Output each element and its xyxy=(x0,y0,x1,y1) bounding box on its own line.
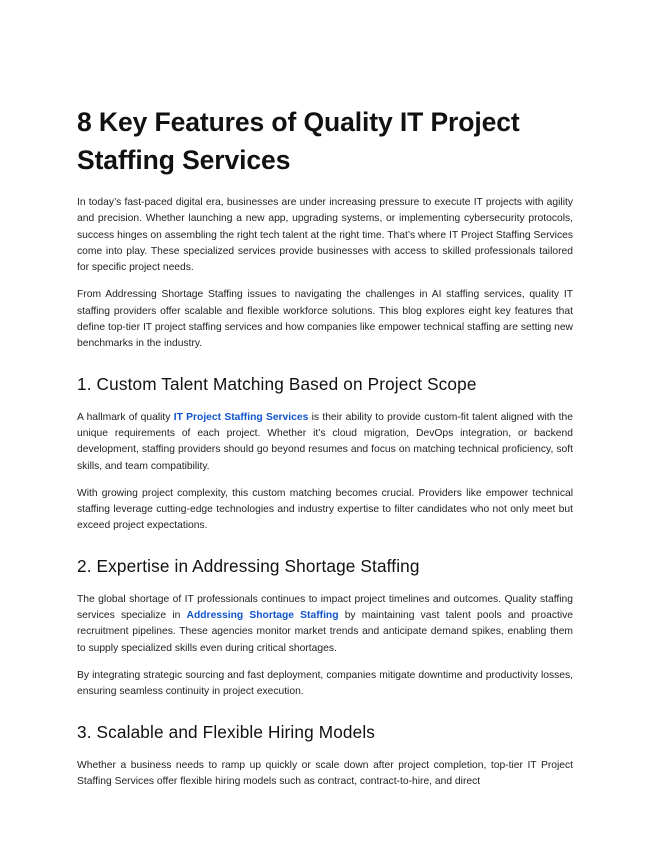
addressing-shortage-staffing-link[interactable]: Addressing Shortage Staffing xyxy=(186,610,339,622)
section-heading-2: 2. Expertise in Addressing Shortage Staffing xyxy=(77,555,420,576)
section-2-paragraph-2: By integrating strategic sourcing and fast deployment, companies mitigate downtime and productivity losses, ensuring seamless continuity in project execution. xyxy=(77,669,573,698)
section-3-paragraph-1: Whether a business needs to ramp up quickly or scale down after project completion, top-tier IT Project Staffing Services offer flexible hiring models such as contract, contract-to-hire, and direct xyxy=(77,759,573,787)
section-1-paragraph-2: With growing project complexity, this custom matching becomes crucial. Providers like empower technical staffing leverage cutting-edge technologies and industry expertise to filter candidates who not only meet but exceed project expectations. xyxy=(77,487,573,532)
it-project-staffing-services-link[interactable]: IT Project Staffing Services xyxy=(173,411,309,423)
intro-paragraph-2: From Addressing Shortage Staffing issues to navigating the challenges in AI staffing services, quality IT staffing providers offer scalable and flexible workforce solutions. This blog explores eight key features that define top-tier IT project staffing services and how companies like empower technical staffing are setting new benchmarks in the industry. xyxy=(77,289,573,350)
section-heading-1: 1. Custom Talent Matching Based on Project Scope xyxy=(77,373,477,394)
text-span: is their ability to provide custom-fit talent aligned with the unique requirements of each project. Whether it’s cloud migration, DevOps integration, or backend development, staffing providers should go beyond resumes and focus on matching technical proficiency, soft skills, and team compatibility. xyxy=(77,411,573,472)
section-2-paragraph-1 xyxy=(77,592,573,657)
page-title: 8 Key Features of Quality IT Project Staffing Services xyxy=(77,107,520,175)
text-span: A hallmark of quality xyxy=(77,411,174,423)
section-heading-3: 3. Scalable and Flexible Hiring Models xyxy=(77,721,376,742)
document-page xyxy=(77,103,573,790)
text-span: by maintaining vast talent pools and proactive recruitment pipelines. These agencies monitor market trends and anticipate demand spikes, enabling them to supply specialized skills even during critical shortages. xyxy=(77,610,573,654)
section-1-paragraph-1 xyxy=(77,410,573,475)
intro-paragraph-1: In today’s fast-paced digital era, businesses are under increasing pressure to execute IT projects with agility and precision. Whether launching a new app, upgrading systems, or implementing cybersecurity protocols, success hinges on assembling the right tech talent at the right time. That’s where IT Project Staffing Services come into play. These specialized services provide businesses with access to skilled professionals tailored for specific project needs. xyxy=(77,197,573,274)
text-span: The global shortage of IT professionals continues to impact project timelines and outcomes. Quality staffing services specialize in xyxy=(77,593,573,622)
